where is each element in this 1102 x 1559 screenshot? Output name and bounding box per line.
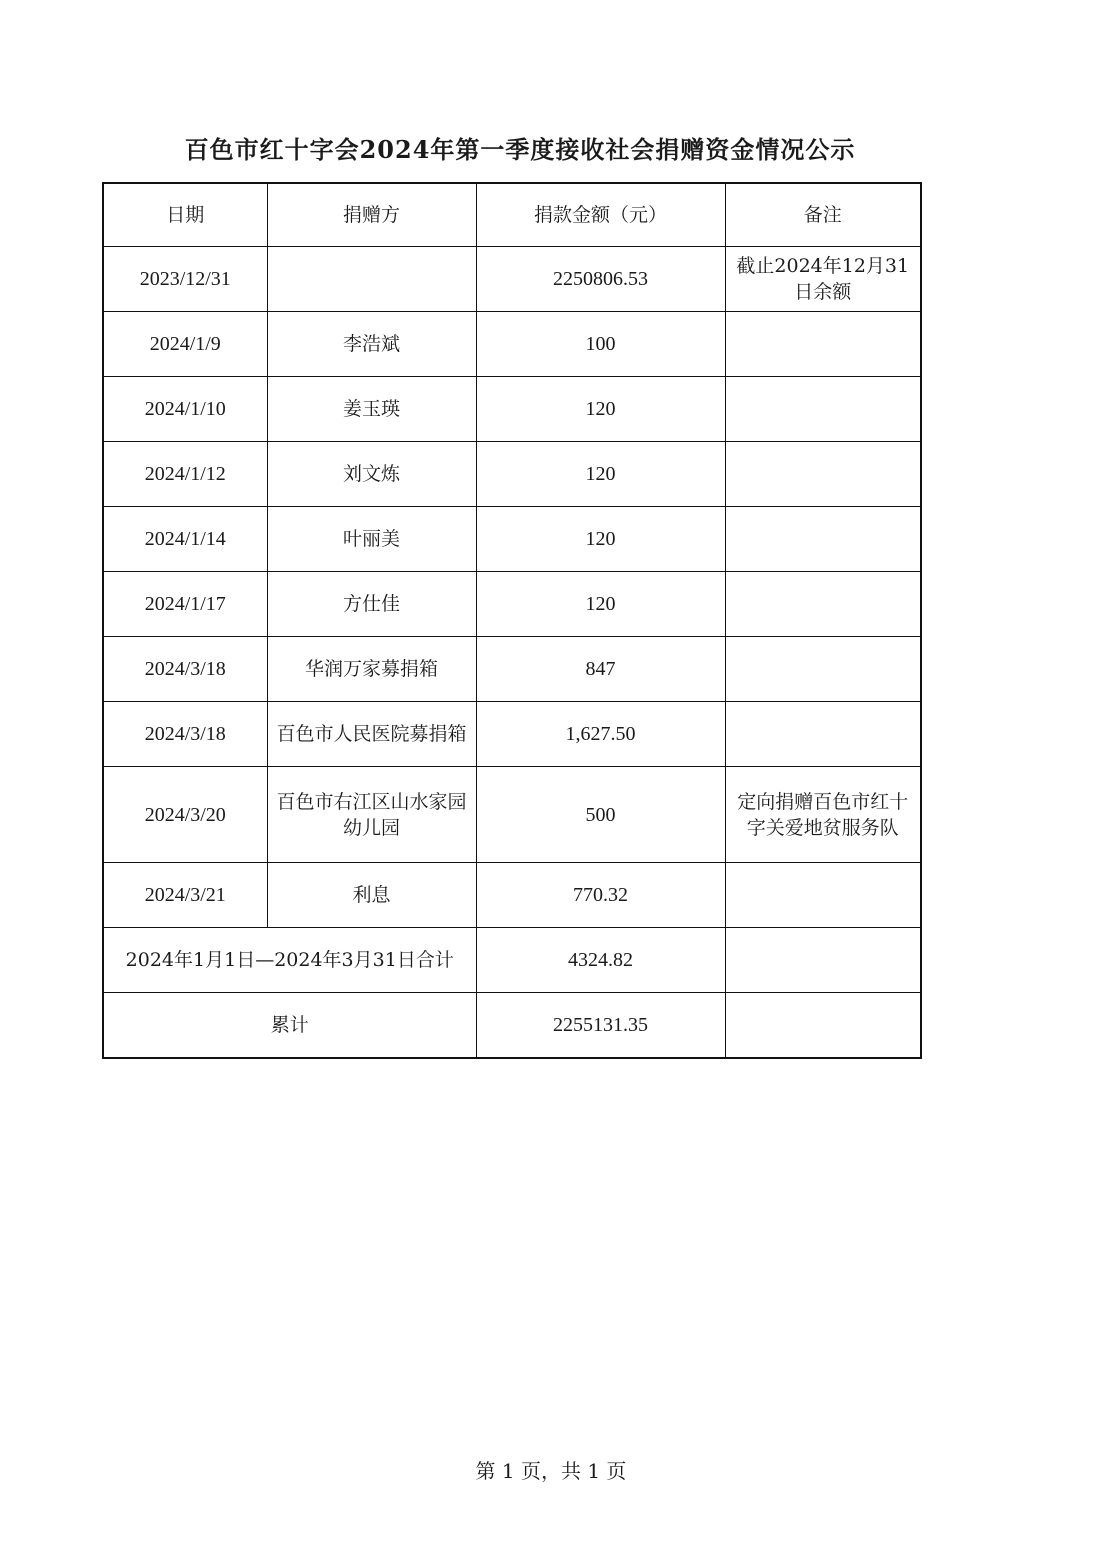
table-row: [103, 377, 921, 442]
cell-date: 2024/3/18: [103, 637, 267, 702]
cell-date: 2024/1/9: [103, 312, 267, 377]
cumulative-label: 累计: [103, 993, 476, 1058]
cumulative-note: [725, 993, 921, 1058]
cell-note: [725, 572, 921, 637]
header-date: 日期: [103, 183, 267, 247]
cell-note: [725, 863, 921, 928]
cell-note: 定向捐赠百色市红十字关爱地贫服务队: [725, 767, 921, 863]
cell-donor: 百色市右江区山水家园幼儿园: [267, 767, 476, 863]
cell-amount: 100: [476, 312, 725, 377]
cell-donor: 刘文炼: [267, 442, 476, 507]
page-title: 百色市红十字会2024年第一季度接收社会捐赠资金情况公示: [184, 135, 856, 164]
table-row: [103, 247, 921, 312]
table-row: [103, 702, 921, 767]
cumulative-row: [103, 993, 921, 1058]
cell-amount: 2250806.53: [476, 247, 725, 312]
cumulative-amount: 2255131.35: [476, 993, 725, 1058]
subtotal-note: [725, 928, 921, 993]
cell-donor: 方仕佳: [267, 572, 476, 637]
subtotal-label: 2024年1月1日—2024年3月31日合计: [103, 928, 476, 993]
donation-table: [102, 182, 922, 1059]
table-row: [103, 863, 921, 928]
cell-amount: 120: [476, 507, 725, 572]
cell-donor: [267, 247, 476, 312]
page-footer: 第 1 页，共 1 页: [475, 1459, 627, 1483]
cell-donor: 姜玉瑛: [267, 377, 476, 442]
cell-note: [725, 377, 921, 442]
header-note: 备注: [725, 183, 921, 247]
cell-amount: 1,627.50: [476, 702, 725, 767]
cell-amount: 847: [476, 637, 725, 702]
cell-note: [725, 507, 921, 572]
cell-note: 截止2024年12月31日余额: [725, 247, 921, 312]
cell-date: 2024/3/20: [103, 767, 267, 863]
table-row: [103, 637, 921, 702]
cell-note: [725, 702, 921, 767]
table-header-row: [103, 183, 921, 247]
cell-amount: 500: [476, 767, 725, 863]
cell-donor: 百色市人民医院募捐箱: [267, 702, 476, 767]
cell-donor: 李浩斌: [267, 312, 476, 377]
subtotal-row: [103, 928, 921, 993]
cell-note: [725, 312, 921, 377]
cell-date: 2023/12/31: [103, 247, 267, 312]
cell-date: 2024/1/17: [103, 572, 267, 637]
table-row: [103, 312, 921, 377]
header-donor: 捐赠方: [267, 183, 476, 247]
cell-donor: 利息: [267, 863, 476, 928]
cell-date: 2024/3/18: [103, 702, 267, 767]
table-row: [103, 507, 921, 572]
cell-note: [725, 637, 921, 702]
cell-date: 2024/1/12: [103, 442, 267, 507]
cell-amount: 120: [476, 572, 725, 637]
subtotal-amount: 4324.82: [476, 928, 725, 993]
cell-date: 2024/1/10: [103, 377, 267, 442]
cell-date: 2024/3/21: [103, 863, 267, 928]
cell-donor: 华润万家募捐箱: [267, 637, 476, 702]
table-row: [103, 767, 921, 863]
cell-date: 2024/1/14: [103, 507, 267, 572]
table-row: [103, 442, 921, 507]
table-row: [103, 572, 921, 637]
cell-donor: 叶丽美: [267, 507, 476, 572]
cell-amount: 120: [476, 377, 725, 442]
cell-amount: 770.32: [476, 863, 725, 928]
header-amount: 捐款金额（元）: [476, 183, 725, 247]
cell-amount: 120: [476, 442, 725, 507]
cell-note: [725, 442, 921, 507]
